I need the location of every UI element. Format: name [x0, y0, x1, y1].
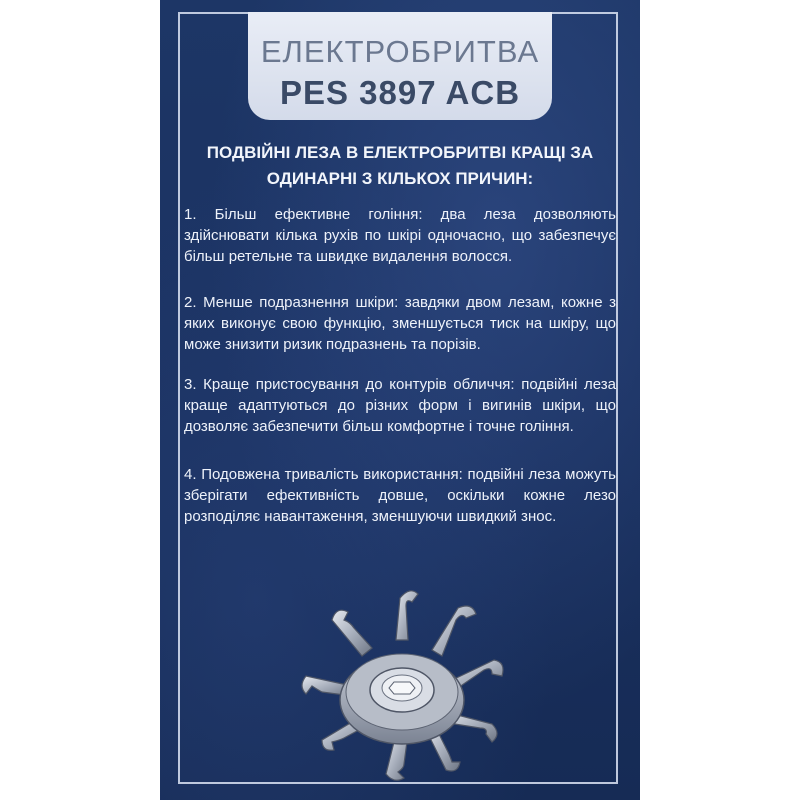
shaver-blade-icon	[290, 578, 520, 783]
product-card	[160, 0, 640, 800]
reason-paragraph-4: 4. Подовжена тривалість використання: подвійні леза можуть зберігати ефективність довше, оскільки кожне лезо розподіляє навантаження, зменшуючи швидкий знос.	[184, 466, 616, 525]
title-box	[248, 12, 552, 120]
product-category-title: ЕЛЕКТРОБРИТВА	[260, 34, 540, 69]
product-model-title: PES 3897 ACB	[279, 74, 521, 111]
section-heading: ПОДВІЙНІ ЛЕЗА В ЕЛЕКТРОБРИТВІ КРАЩІ ЗА ОДИНАРНІ З КІЛЬКОХ ПРИЧИН:	[206, 143, 594, 188]
reason-paragraph-3: 3. Краще пристосування до контурів обличчя: подвійні леза краще адаптуються до різних форм і вигинів шкіри, що дозволяє забезпечити більш комфортне і точне гоління.	[184, 376, 616, 435]
reason-paragraph-2: 2. Менше подразнення шкіри: завдяки двом лезам, кожне з яких виконує свою функцію, зменшується тиск на шкіру, що може знизити ризик подразнень та порізів.	[184, 294, 616, 353]
reason-paragraph-1: 1. Більш ефективне гоління: два леза дозволяють здійснювати кілька рухів по шкірі одночасно, що забезпечує більш ретельне та швидке видалення волосся.	[184, 206, 616, 265]
